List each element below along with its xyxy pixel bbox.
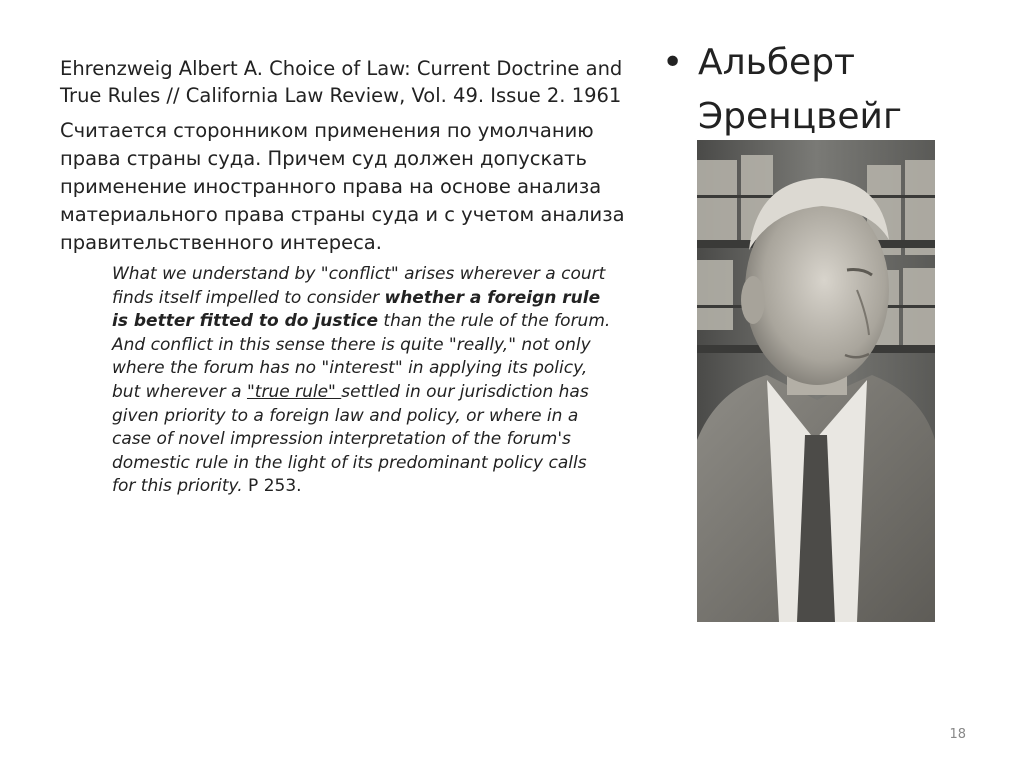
person-name-line-1: Альберт [698, 42, 856, 83]
portrait-photo [697, 140, 935, 622]
quote-page-ref: P 253. [242, 476, 302, 497]
bullet-item [662, 36, 982, 144]
quote-part-3: settled in our jurisdiction has given priority to a foreign law and policy, or where in a case of novel impression interpretation of the forum's domestic rule in the light of its predominant policy calls for this priority. [112, 381, 589, 497]
slide-number: 18 [949, 727, 966, 742]
bullet-icon: • [662, 42, 684, 83]
quote-part-2: than the rule of the forum. And conflict in this sense there is quite "really," not only where the forum has no "interest" in applying its policy, but wherever a [112, 311, 611, 402]
text-column [60, 55, 630, 499]
citation-text: Ehrenzweig Albert A. Choice of Law: Current Doctrine and True Rules // California Law Review, Vol. 49. Issue 2. 1961 [60, 57, 623, 107]
quote-bold-phrase: whether a foreign rule is better fitted to do justice [112, 287, 601, 332]
quote-block [112, 263, 612, 499]
quote-underlined-phrase: "true rule" [246, 381, 342, 402]
summary-text: Считается сторонником применения по умолчанию права страны суда. Причем суд должен допускать применение иностранного права на основе анализа материального права страны суда и с учетом анализа правительственного интереса. [60, 119, 625, 254]
person-heading [662, 36, 982, 144]
person-name [698, 36, 902, 144]
quote-part-1: What we understand by "conflict" arises wherever a court finds itself impelled to consider [112, 264, 606, 308]
person-name-line-2: Эренцвейг [698, 96, 902, 137]
